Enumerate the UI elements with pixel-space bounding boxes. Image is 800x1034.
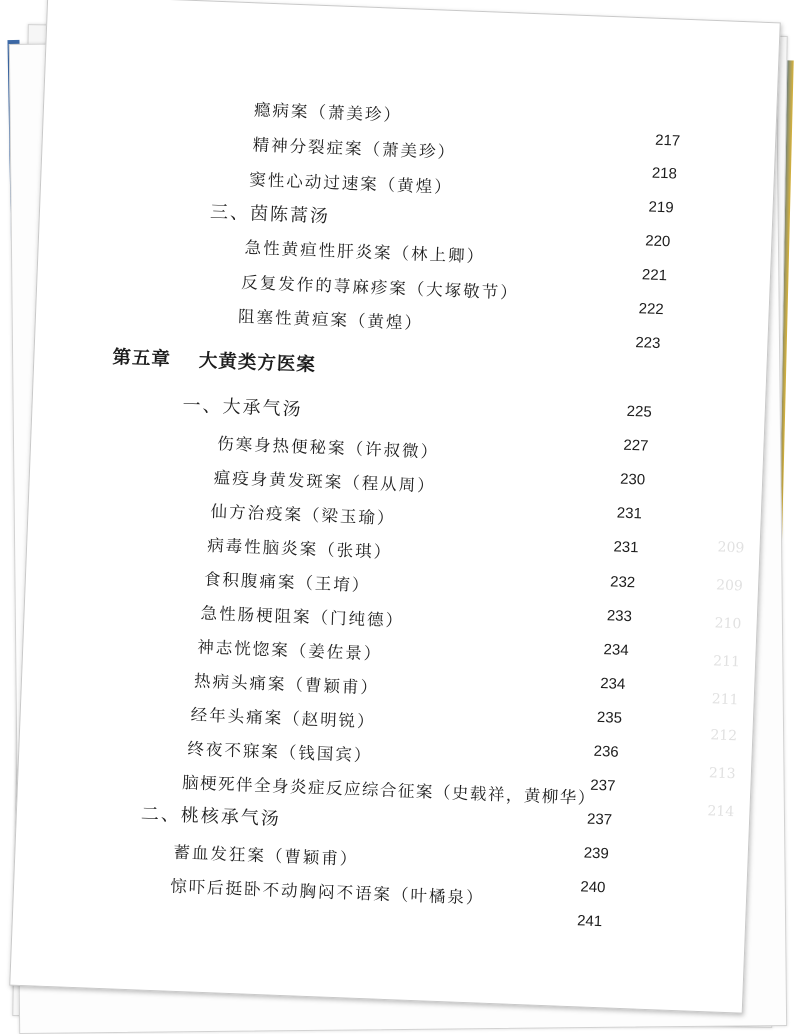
bleed-through-mark: 211	[712, 653, 741, 671]
toc-page-number: 225	[626, 402, 653, 421]
bleed-through-mark: 213	[708, 765, 736, 783]
toc-page-number: 239	[583, 844, 610, 863]
toc-entry-title: 精神分裂症案（萧美珍）	[252, 135, 457, 163]
toc-entry-title: 急性黄疸性肝炎案（林上卿）	[244, 238, 486, 267]
toc-page-number: 219	[648, 198, 674, 217]
chapter-title: 大黄类方医案	[198, 350, 317, 376]
toc-entry-title: 蓄血发狂案（曹颖甫）	[173, 842, 359, 869]
chapter-label: 第五章	[112, 347, 172, 371]
toc-page-number: 235	[596, 708, 623, 727]
toc-page-number: 223	[635, 334, 661, 353]
toc-section-title: 三、茵陈蒿汤	[209, 201, 331, 228]
toc-page-number: 234	[603, 641, 629, 660]
toc-page-number: 237	[590, 776, 616, 795]
toc-entry-title: 经年头痛案（赵明锐）	[190, 705, 376, 732]
toc-page-number: 221	[641, 266, 668, 285]
toc-entry-title: 伤寒身热便秘案（许叔微）	[216, 434, 440, 462]
bleed-through-mark: 214	[707, 803, 735, 821]
toc-section-title: 二、桃核承气汤	[140, 803, 282, 830]
chapter-heading	[112, 343, 316, 377]
bleed-through-mark: 211	[711, 691, 739, 709]
toc-page-number: 232	[609, 573, 636, 592]
bleed-through-mark: 212	[710, 727, 738, 745]
toc-page-number: 236	[593, 742, 619, 761]
toc-entry-title: 神志恍惚案（姜佐景）	[196, 637, 383, 664]
toc-page-number: 222	[638, 300, 665, 319]
toc-entry-title: 阻塞性黄疸案（黄煌）	[237, 306, 424, 333]
toc-page-number: 218	[651, 164, 678, 183]
toc-entry-title: 仙方治疫案（梁玉瑜）	[210, 501, 396, 529]
toc-entry-title: 惊吓后挺卧不动胸闷不语案（叶橘泉）	[169, 876, 485, 908]
toc-entry-title: 热病头痛案（曹颖甫）	[193, 671, 380, 698]
toc-page-number: 237	[586, 810, 613, 829]
toc-entry-title: 反复发作的荨麻疹案（大塚敬节）	[241, 272, 520, 303]
toc-page-number: 233	[606, 607, 633, 626]
toc-page-number: 220	[644, 232, 671, 251]
toc-page-number: 227	[623, 436, 649, 455]
toc-page-number: 241	[576, 912, 603, 931]
toc-entry-title: 脑梗死伴全身炎症反应综合征案（史载祥，黄柳华）	[181, 773, 597, 808]
toc-page-number: 231	[616, 504, 643, 523]
toc-entry-title: 终夜不寐案（钱国宾）	[187, 739, 373, 766]
toc-entry-title: 窦性心动过速案（黄煌）	[248, 170, 454, 197]
toc-entry-title: 食积腹痛案（王堉）	[203, 569, 371, 596]
toc-page-number: 240	[580, 878, 606, 897]
toc-entry-title: 急性肠梗阻案（门纯德）	[200, 603, 405, 631]
toc-entry-title: 瘟疫身黄发斑案（程从周）	[213, 468, 437, 496]
toc-page-number: 234	[599, 675, 626, 693]
toc-entry-title: 病毒性脑炎案（张琪）	[206, 535, 393, 562]
toc-entry-title: 瘾病案（萧美珍）	[253, 100, 403, 125]
bleed-through-mark: 210	[714, 615, 742, 633]
toc-page	[9, 0, 781, 1014]
toc-section-title: 一、大承气汤	[182, 394, 303, 421]
toc-page-number: 231	[613, 538, 639, 557]
toc-page-number: 217	[654, 131, 681, 150]
bleed-through-mark: 209	[715, 577, 744, 595]
toc-page-number: 230	[619, 470, 646, 489]
bleed-through-mark: 209	[717, 539, 745, 557]
